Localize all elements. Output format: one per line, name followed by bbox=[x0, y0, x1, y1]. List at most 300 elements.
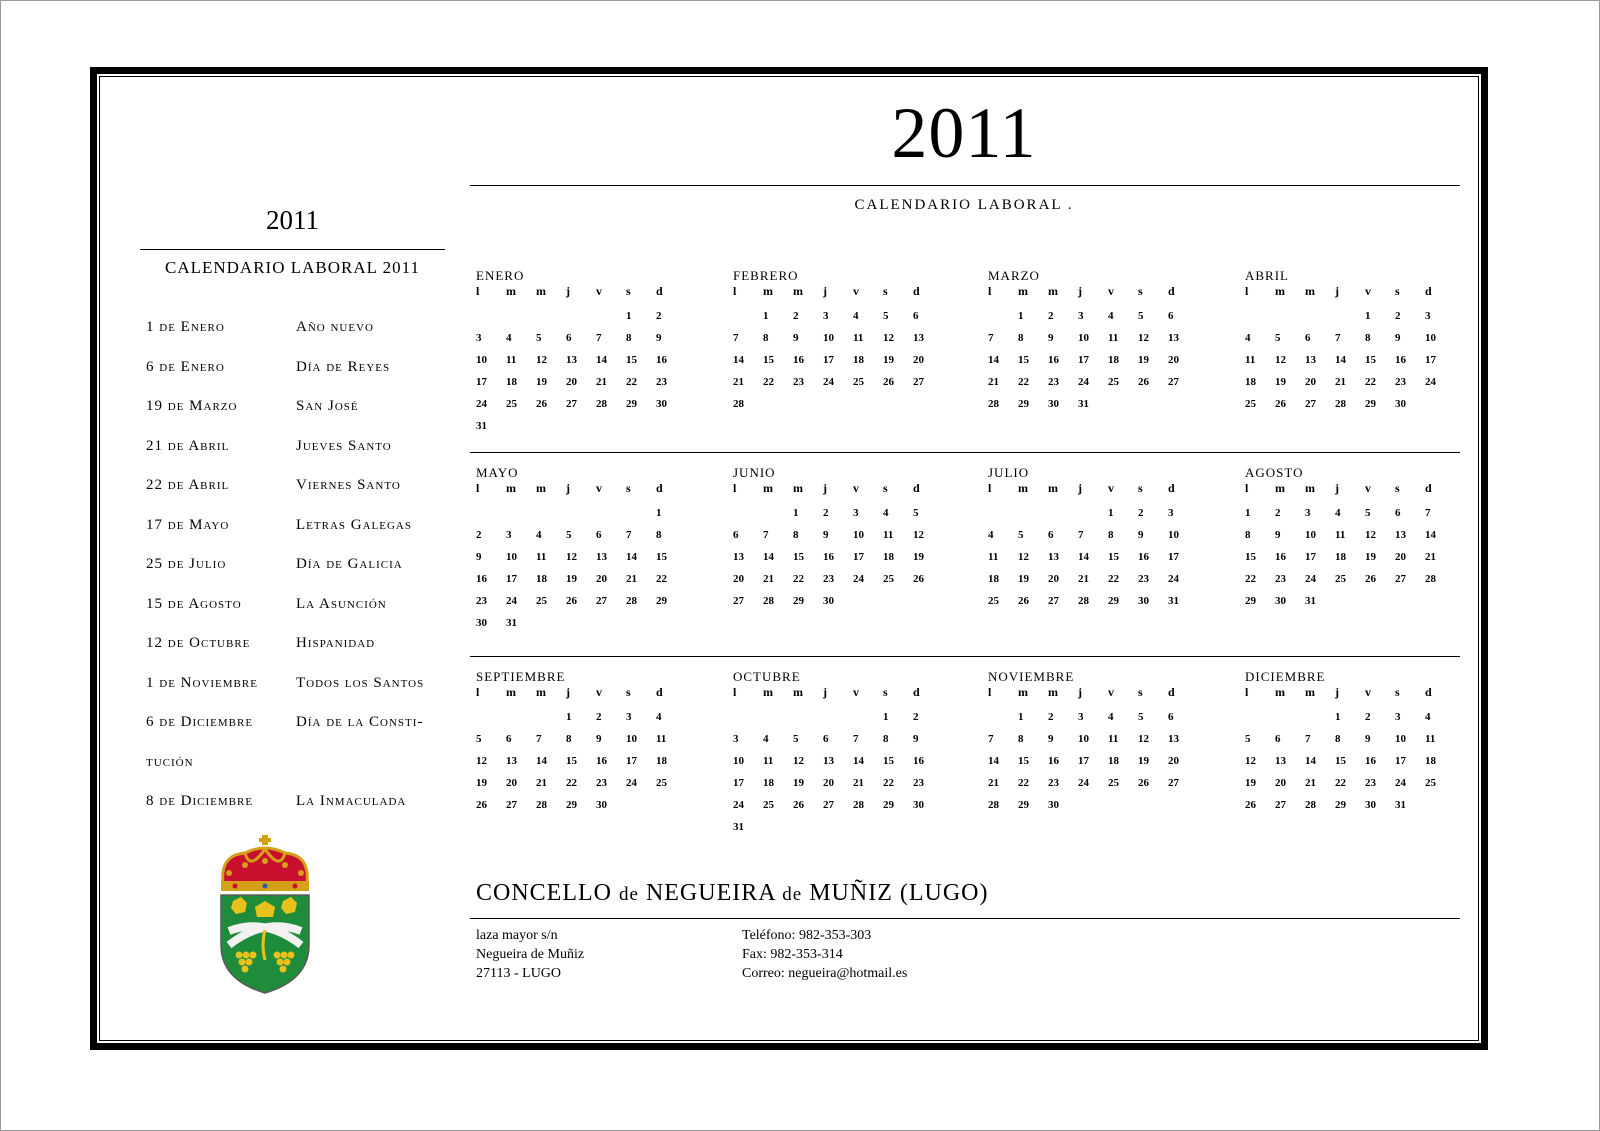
weekday-label: m bbox=[506, 481, 516, 495]
day-cell: 21 bbox=[988, 777, 999, 789]
month-name: AGOSTO bbox=[1245, 465, 1304, 480]
day-cell: 4 bbox=[763, 733, 769, 745]
day-cell: 9 bbox=[1048, 733, 1054, 745]
day-cell: 20 bbox=[1305, 376, 1316, 388]
weekday-label: m bbox=[763, 481, 773, 495]
day-cell: 2 bbox=[1365, 711, 1371, 723]
empty-day-cell bbox=[1245, 305, 1275, 327]
day-cell: 30 bbox=[1138, 595, 1149, 607]
day-cell: 27 bbox=[1275, 799, 1286, 811]
day-cell: 9 bbox=[1048, 332, 1054, 344]
weekday-label: m bbox=[506, 284, 516, 298]
council-title-part: CONCELLO bbox=[476, 880, 612, 906]
day-cell: 14 bbox=[536, 755, 547, 767]
day-cell: 27 bbox=[913, 376, 924, 388]
day-cell: 16 bbox=[913, 755, 924, 767]
day-cell: 19 bbox=[1018, 573, 1029, 585]
weekday-header bbox=[1245, 283, 1465, 299]
day-cell: 22 bbox=[656, 573, 667, 585]
day-cell: 12 bbox=[1018, 551, 1029, 563]
day-cell: 1 bbox=[626, 310, 632, 322]
day-cell: 18 bbox=[883, 551, 894, 563]
day-cell: 4 bbox=[853, 310, 859, 322]
day-cell: 7 bbox=[1078, 529, 1084, 541]
weekday-header bbox=[476, 480, 696, 496]
month-name: ABRIL bbox=[1245, 268, 1289, 283]
holiday-name: Viernes Santo bbox=[296, 477, 401, 493]
day-cell: 23 bbox=[793, 376, 804, 388]
day-cell: 18 bbox=[988, 573, 999, 585]
day-cell: 12 bbox=[1138, 332, 1149, 344]
day-cell: 17 bbox=[823, 354, 834, 366]
weekday-header bbox=[988, 684, 1208, 700]
day-cell: 1 bbox=[1245, 507, 1251, 519]
day-cell: 2 bbox=[656, 310, 662, 322]
day-cell: 20 bbox=[566, 376, 577, 388]
empty-day-cell bbox=[853, 706, 883, 728]
weekday-label: s bbox=[1395, 284, 1400, 298]
day-cell: 11 bbox=[988, 551, 999, 563]
empty-day-cell bbox=[793, 706, 823, 728]
day-cell: 25 bbox=[853, 376, 864, 388]
day-cell: 6 bbox=[1305, 332, 1311, 344]
day-cell: 27 bbox=[1395, 573, 1406, 585]
day-cell: 16 bbox=[1365, 755, 1376, 767]
weekday-label: d bbox=[913, 685, 920, 699]
day-cell: 5 bbox=[1275, 332, 1281, 344]
day-cell: 23 bbox=[1048, 777, 1059, 789]
day-cell: 11 bbox=[1108, 733, 1119, 745]
empty-day-cell bbox=[476, 305, 506, 327]
month-name: SEPTIEMBRE bbox=[476, 669, 566, 684]
weekday-label: j bbox=[1335, 481, 1339, 495]
day-cell: 2 bbox=[1048, 711, 1054, 723]
weekday-label: s bbox=[883, 481, 888, 495]
day-cell: 5 bbox=[883, 310, 889, 322]
empty-day-cell bbox=[566, 305, 596, 327]
holiday-name: Día de Reyes bbox=[296, 358, 391, 375]
day-cell: 6 bbox=[1275, 733, 1281, 745]
weekday-label: m bbox=[763, 685, 773, 699]
day-cell: 19 bbox=[536, 376, 547, 388]
empty-day-cell bbox=[476, 502, 506, 524]
month-block bbox=[476, 669, 696, 816]
day-cell: 9 bbox=[1365, 733, 1371, 745]
council-title-part: NEGUEIRA bbox=[645, 880, 776, 906]
day-cell: 15 bbox=[793, 551, 804, 563]
weekday-label: d bbox=[913, 481, 920, 495]
day-cell: 17 bbox=[476, 376, 487, 388]
postal-address bbox=[476, 926, 584, 983]
empty-day-cell bbox=[506, 305, 536, 327]
weekday-label: l bbox=[988, 685, 992, 699]
day-cell: 20 bbox=[733, 573, 744, 585]
empty-day-cell bbox=[506, 706, 536, 728]
day-cell: 6 bbox=[1048, 529, 1054, 541]
day-cell: 14 bbox=[1305, 755, 1316, 767]
weekday-label: v bbox=[596, 685, 602, 699]
day-cell: 13 bbox=[1395, 529, 1406, 541]
day-cell: 9 bbox=[596, 733, 602, 745]
day-cell: 14 bbox=[1078, 551, 1089, 563]
day-cell: 28 bbox=[733, 398, 744, 410]
day-cell: 20 bbox=[1395, 551, 1406, 563]
weekday-header bbox=[1245, 684, 1465, 700]
holiday-date: 22 de Abril bbox=[146, 477, 230, 493]
day-cell: 7 bbox=[1305, 733, 1311, 745]
weekday-label: v bbox=[1365, 481, 1371, 495]
day-cell: 8 bbox=[793, 529, 799, 541]
day-cell: 20 bbox=[823, 777, 834, 789]
day-cell: 10 bbox=[506, 551, 517, 563]
day-cell: 16 bbox=[1048, 354, 1059, 366]
day-cell: 30 bbox=[1048, 799, 1059, 811]
day-cell: 28 bbox=[763, 595, 774, 607]
month-block bbox=[476, 465, 696, 634]
day-cell: 1 bbox=[763, 310, 769, 322]
day-cell: 3 bbox=[823, 310, 829, 322]
day-cell: 3 bbox=[853, 507, 859, 519]
day-cell: 11 bbox=[883, 529, 894, 541]
holiday-date: 6 de Diciembre bbox=[146, 714, 254, 730]
day-cell: 21 bbox=[988, 376, 999, 388]
day-cell: 18 bbox=[763, 777, 774, 789]
day-cell: 19 bbox=[793, 777, 804, 789]
day-cell: 7 bbox=[626, 529, 632, 541]
weekday-label: l bbox=[988, 481, 992, 495]
day-cell: 8 bbox=[1018, 733, 1024, 745]
weekday-label: m bbox=[1048, 481, 1058, 495]
day-cell: 11 bbox=[1335, 529, 1346, 541]
day-grid bbox=[733, 706, 953, 838]
day-grid bbox=[476, 706, 696, 816]
day-cell: 20 bbox=[1168, 354, 1179, 366]
day-cell: 26 bbox=[1138, 376, 1149, 388]
day-cell: 25 bbox=[883, 573, 894, 585]
day-cell: 1 bbox=[1108, 507, 1114, 519]
empty-day-cell bbox=[536, 305, 566, 327]
empty-day-cell bbox=[1275, 706, 1305, 728]
day-cell: 18 bbox=[1335, 551, 1346, 563]
holiday-date: tución bbox=[146, 753, 194, 770]
day-cell: 23 bbox=[1048, 376, 1059, 388]
day-cell: 28 bbox=[596, 398, 607, 410]
day-cell: 20 bbox=[1168, 755, 1179, 767]
weekday-label: j bbox=[566, 284, 570, 298]
day-cell: 24 bbox=[853, 573, 864, 585]
weekday-label: s bbox=[1395, 685, 1400, 699]
day-cell: 25 bbox=[536, 595, 547, 607]
weekday-label: d bbox=[656, 685, 663, 699]
holiday-date: 1 de Noviembre bbox=[146, 674, 258, 691]
day-cell: 3 bbox=[506, 529, 512, 541]
day-cell: 9 bbox=[913, 733, 919, 745]
day-cell: 19 bbox=[1245, 777, 1256, 789]
day-cell: 15 bbox=[566, 755, 577, 767]
holiday-name: Año nuevo bbox=[296, 319, 374, 335]
day-cell: 25 bbox=[763, 799, 774, 811]
day-cell: 9 bbox=[793, 332, 799, 344]
day-cell: 24 bbox=[1078, 777, 1089, 789]
weekday-label: j bbox=[1335, 284, 1339, 298]
holiday-name: San José bbox=[296, 398, 359, 414]
day-cell: 17 bbox=[1168, 551, 1179, 563]
weekday-label: l bbox=[476, 481, 480, 495]
weekday-label: l bbox=[476, 284, 480, 298]
day-cell: 18 bbox=[506, 376, 517, 388]
weekday-label: m bbox=[536, 685, 546, 699]
weekday-label: s bbox=[883, 284, 888, 298]
day-cell: 28 bbox=[853, 799, 864, 811]
day-cell: 23 bbox=[476, 595, 487, 607]
day-cell: 5 bbox=[793, 733, 799, 745]
weekday-label: v bbox=[1108, 481, 1114, 495]
weekday-header bbox=[988, 283, 1208, 299]
day-cell: 30 bbox=[1275, 595, 1286, 607]
day-cell: 2 bbox=[1138, 507, 1144, 519]
day-cell: 11 bbox=[536, 551, 547, 563]
day-cell: 21 bbox=[536, 777, 547, 789]
day-cell: 30 bbox=[596, 799, 607, 811]
weekday-header bbox=[733, 283, 953, 299]
weekday-label: m bbox=[1048, 284, 1058, 298]
day-cell: 22 bbox=[1018, 777, 1029, 789]
day-cell: 14 bbox=[763, 551, 774, 563]
day-cell: 17 bbox=[1425, 354, 1436, 366]
empty-day-cell bbox=[1048, 502, 1078, 524]
weekday-label: m bbox=[1018, 685, 1028, 699]
empty-day-cell bbox=[763, 502, 793, 524]
weekday-header bbox=[1245, 480, 1465, 496]
day-cell: 31 bbox=[733, 821, 744, 833]
day-cell: 8 bbox=[883, 733, 889, 745]
empty-day-cell bbox=[1275, 305, 1305, 327]
weekday-label: v bbox=[1108, 284, 1114, 298]
weekday-label: d bbox=[1425, 481, 1432, 495]
day-cell: 8 bbox=[1335, 733, 1341, 745]
day-cell: 6 bbox=[506, 733, 512, 745]
day-cell: 21 bbox=[1425, 551, 1436, 563]
weekday-label: m bbox=[536, 284, 546, 298]
day-cell: 23 bbox=[1365, 777, 1376, 789]
day-cell: 10 bbox=[1425, 332, 1436, 344]
day-cell: 15 bbox=[1365, 354, 1376, 366]
day-cell: 2 bbox=[793, 310, 799, 322]
weekday-label: m bbox=[1305, 481, 1315, 495]
day-cell: 27 bbox=[506, 799, 517, 811]
month-name: MARZO bbox=[988, 268, 1040, 283]
day-cell: 3 bbox=[476, 332, 482, 344]
day-cell: 1 bbox=[1365, 310, 1371, 322]
day-cell: 1 bbox=[656, 507, 662, 519]
weekday-label: m bbox=[1305, 685, 1315, 699]
day-cell: 11 bbox=[1425, 733, 1436, 745]
day-cell: 16 bbox=[1395, 354, 1406, 366]
day-cell: 15 bbox=[1018, 354, 1029, 366]
day-grid bbox=[1245, 706, 1465, 816]
weekday-label: l bbox=[733, 481, 737, 495]
day-cell: 5 bbox=[1365, 507, 1371, 519]
day-cell: 7 bbox=[1335, 332, 1341, 344]
day-cell: 3 bbox=[1395, 711, 1401, 723]
day-cell: 10 bbox=[853, 529, 864, 541]
day-cell: 14 bbox=[626, 551, 637, 563]
day-cell: 4 bbox=[1335, 507, 1341, 519]
day-cell: 29 bbox=[1335, 799, 1346, 811]
weekday-label: s bbox=[626, 685, 631, 699]
weekday-label: m bbox=[1048, 685, 1058, 699]
day-cell: 28 bbox=[988, 799, 999, 811]
day-cell: 5 bbox=[1245, 733, 1251, 745]
day-cell: 29 bbox=[1365, 398, 1376, 410]
day-cell: 16 bbox=[476, 573, 487, 585]
weekday-label: v bbox=[596, 481, 602, 495]
day-cell: 27 bbox=[1168, 777, 1179, 789]
holiday-date: 25 de Julio bbox=[146, 556, 227, 572]
empty-day-cell bbox=[1305, 305, 1335, 327]
holiday-name: Hispanidad bbox=[296, 635, 376, 651]
day-cell: 2 bbox=[596, 711, 602, 723]
day-grid bbox=[476, 305, 696, 437]
day-cell: 20 bbox=[506, 777, 517, 789]
month-name: ENERO bbox=[476, 268, 525, 283]
day-cell: 10 bbox=[1078, 332, 1089, 344]
day-cell: 22 bbox=[883, 777, 894, 789]
day-cell: 26 bbox=[476, 799, 487, 811]
day-cell: 11 bbox=[506, 354, 517, 366]
day-cell: 29 bbox=[1018, 398, 1029, 410]
weekday-label: m bbox=[1275, 284, 1285, 298]
day-cell: 24 bbox=[1305, 573, 1316, 585]
day-cell: 22 bbox=[1365, 376, 1376, 388]
day-cell: 15 bbox=[883, 755, 894, 767]
day-cell: 17 bbox=[1305, 551, 1316, 563]
weekday-label: v bbox=[853, 284, 859, 298]
day-cell: 27 bbox=[1168, 376, 1179, 388]
month-block bbox=[988, 465, 1208, 612]
weekday-label: m bbox=[793, 284, 803, 298]
weekday-label: m bbox=[1275, 481, 1285, 495]
day-cell: 25 bbox=[1335, 573, 1346, 585]
day-cell: 28 bbox=[626, 595, 637, 607]
day-cell: 10 bbox=[1078, 733, 1089, 745]
weekday-label: l bbox=[733, 685, 737, 699]
fax-text: Fax: 982-353-314 bbox=[742, 947, 843, 962]
day-cell: 17 bbox=[733, 777, 744, 789]
day-grid bbox=[733, 305, 953, 415]
holiday-date: 12 de Octubre bbox=[146, 635, 251, 651]
row-divider bbox=[470, 656, 1460, 657]
month-block bbox=[1245, 669, 1465, 816]
day-cell: 16 bbox=[656, 354, 667, 366]
day-cell: 22 bbox=[793, 573, 804, 585]
day-cell: 13 bbox=[1048, 551, 1059, 563]
month-block bbox=[733, 669, 953, 838]
weekday-label: m bbox=[1305, 284, 1315, 298]
day-cell: 25 bbox=[656, 777, 667, 789]
weekday-label: s bbox=[1395, 481, 1400, 495]
row-divider bbox=[470, 452, 1460, 453]
day-cell: 21 bbox=[853, 777, 864, 789]
day-cell: 8 bbox=[1365, 332, 1371, 344]
side-subtitle: CALENDARIO LABORAL 2011 bbox=[164, 258, 420, 277]
day-cell: 16 bbox=[1138, 551, 1149, 563]
weekday-label: m bbox=[1018, 284, 1028, 298]
day-cell: 16 bbox=[793, 354, 804, 366]
weekday-label: d bbox=[656, 284, 663, 298]
weekday-label: s bbox=[1138, 284, 1143, 298]
weekday-label: m bbox=[1275, 685, 1285, 699]
day-cell: 12 bbox=[1138, 733, 1149, 745]
day-cell: 30 bbox=[1048, 398, 1059, 410]
day-cell: 23 bbox=[823, 573, 834, 585]
day-cell: 22 bbox=[763, 376, 774, 388]
day-cell: 3 bbox=[1078, 310, 1084, 322]
day-cell: 7 bbox=[853, 733, 859, 745]
holiday-date: 15 de Agosto bbox=[146, 595, 242, 612]
month-block bbox=[988, 669, 1208, 816]
day-cell: 18 bbox=[853, 354, 864, 366]
day-cell: 21 bbox=[1078, 573, 1089, 585]
empty-day-cell bbox=[988, 305, 1018, 327]
day-cell: 19 bbox=[476, 777, 487, 789]
day-cell: 24 bbox=[626, 777, 637, 789]
day-cell: 17 bbox=[853, 551, 864, 563]
day-cell: 4 bbox=[1425, 711, 1431, 723]
day-cell: 5 bbox=[913, 507, 919, 519]
day-cell: 27 bbox=[1048, 595, 1059, 607]
day-cell: 30 bbox=[656, 398, 667, 410]
day-cell: 1 bbox=[1018, 310, 1024, 322]
day-cell: 14 bbox=[988, 755, 999, 767]
day-cell: 26 bbox=[536, 398, 547, 410]
calendar-year-title: 2011 bbox=[891, 93, 1037, 173]
day-cell: 15 bbox=[1335, 755, 1346, 767]
day-cell: 11 bbox=[1245, 354, 1256, 366]
weekday-label: d bbox=[1425, 685, 1432, 699]
day-cell: 13 bbox=[596, 551, 607, 563]
day-cell: 5 bbox=[566, 529, 572, 541]
day-cell: 10 bbox=[1395, 733, 1406, 745]
day-cell: 1 bbox=[793, 507, 799, 519]
day-grid bbox=[476, 502, 696, 634]
empty-day-cell bbox=[1018, 502, 1048, 524]
empty-day-cell bbox=[763, 706, 793, 728]
day-cell: 31 bbox=[506, 617, 517, 629]
day-cell: 12 bbox=[1245, 755, 1256, 767]
day-cell: 24 bbox=[506, 595, 517, 607]
day-cell: 4 bbox=[988, 529, 994, 541]
day-cell: 29 bbox=[1108, 595, 1119, 607]
day-cell: 28 bbox=[1425, 573, 1436, 585]
empty-day-cell bbox=[823, 706, 853, 728]
council-title-part: de bbox=[619, 884, 639, 905]
weekday-label: d bbox=[1425, 284, 1432, 298]
day-cell: 9 bbox=[1275, 529, 1281, 541]
day-cell: 19 bbox=[913, 551, 924, 563]
month-block bbox=[733, 268, 953, 415]
weekday-label: s bbox=[883, 685, 888, 699]
day-cell: 28 bbox=[1078, 595, 1089, 607]
empty-day-cell bbox=[626, 502, 656, 524]
day-cell: 31 bbox=[1395, 799, 1406, 811]
month-block bbox=[988, 268, 1208, 415]
weekday-label: d bbox=[1168, 685, 1175, 699]
day-cell: 27 bbox=[596, 595, 607, 607]
day-cell: 23 bbox=[1275, 573, 1286, 585]
day-cell: 26 bbox=[883, 376, 894, 388]
empty-day-cell bbox=[566, 502, 596, 524]
